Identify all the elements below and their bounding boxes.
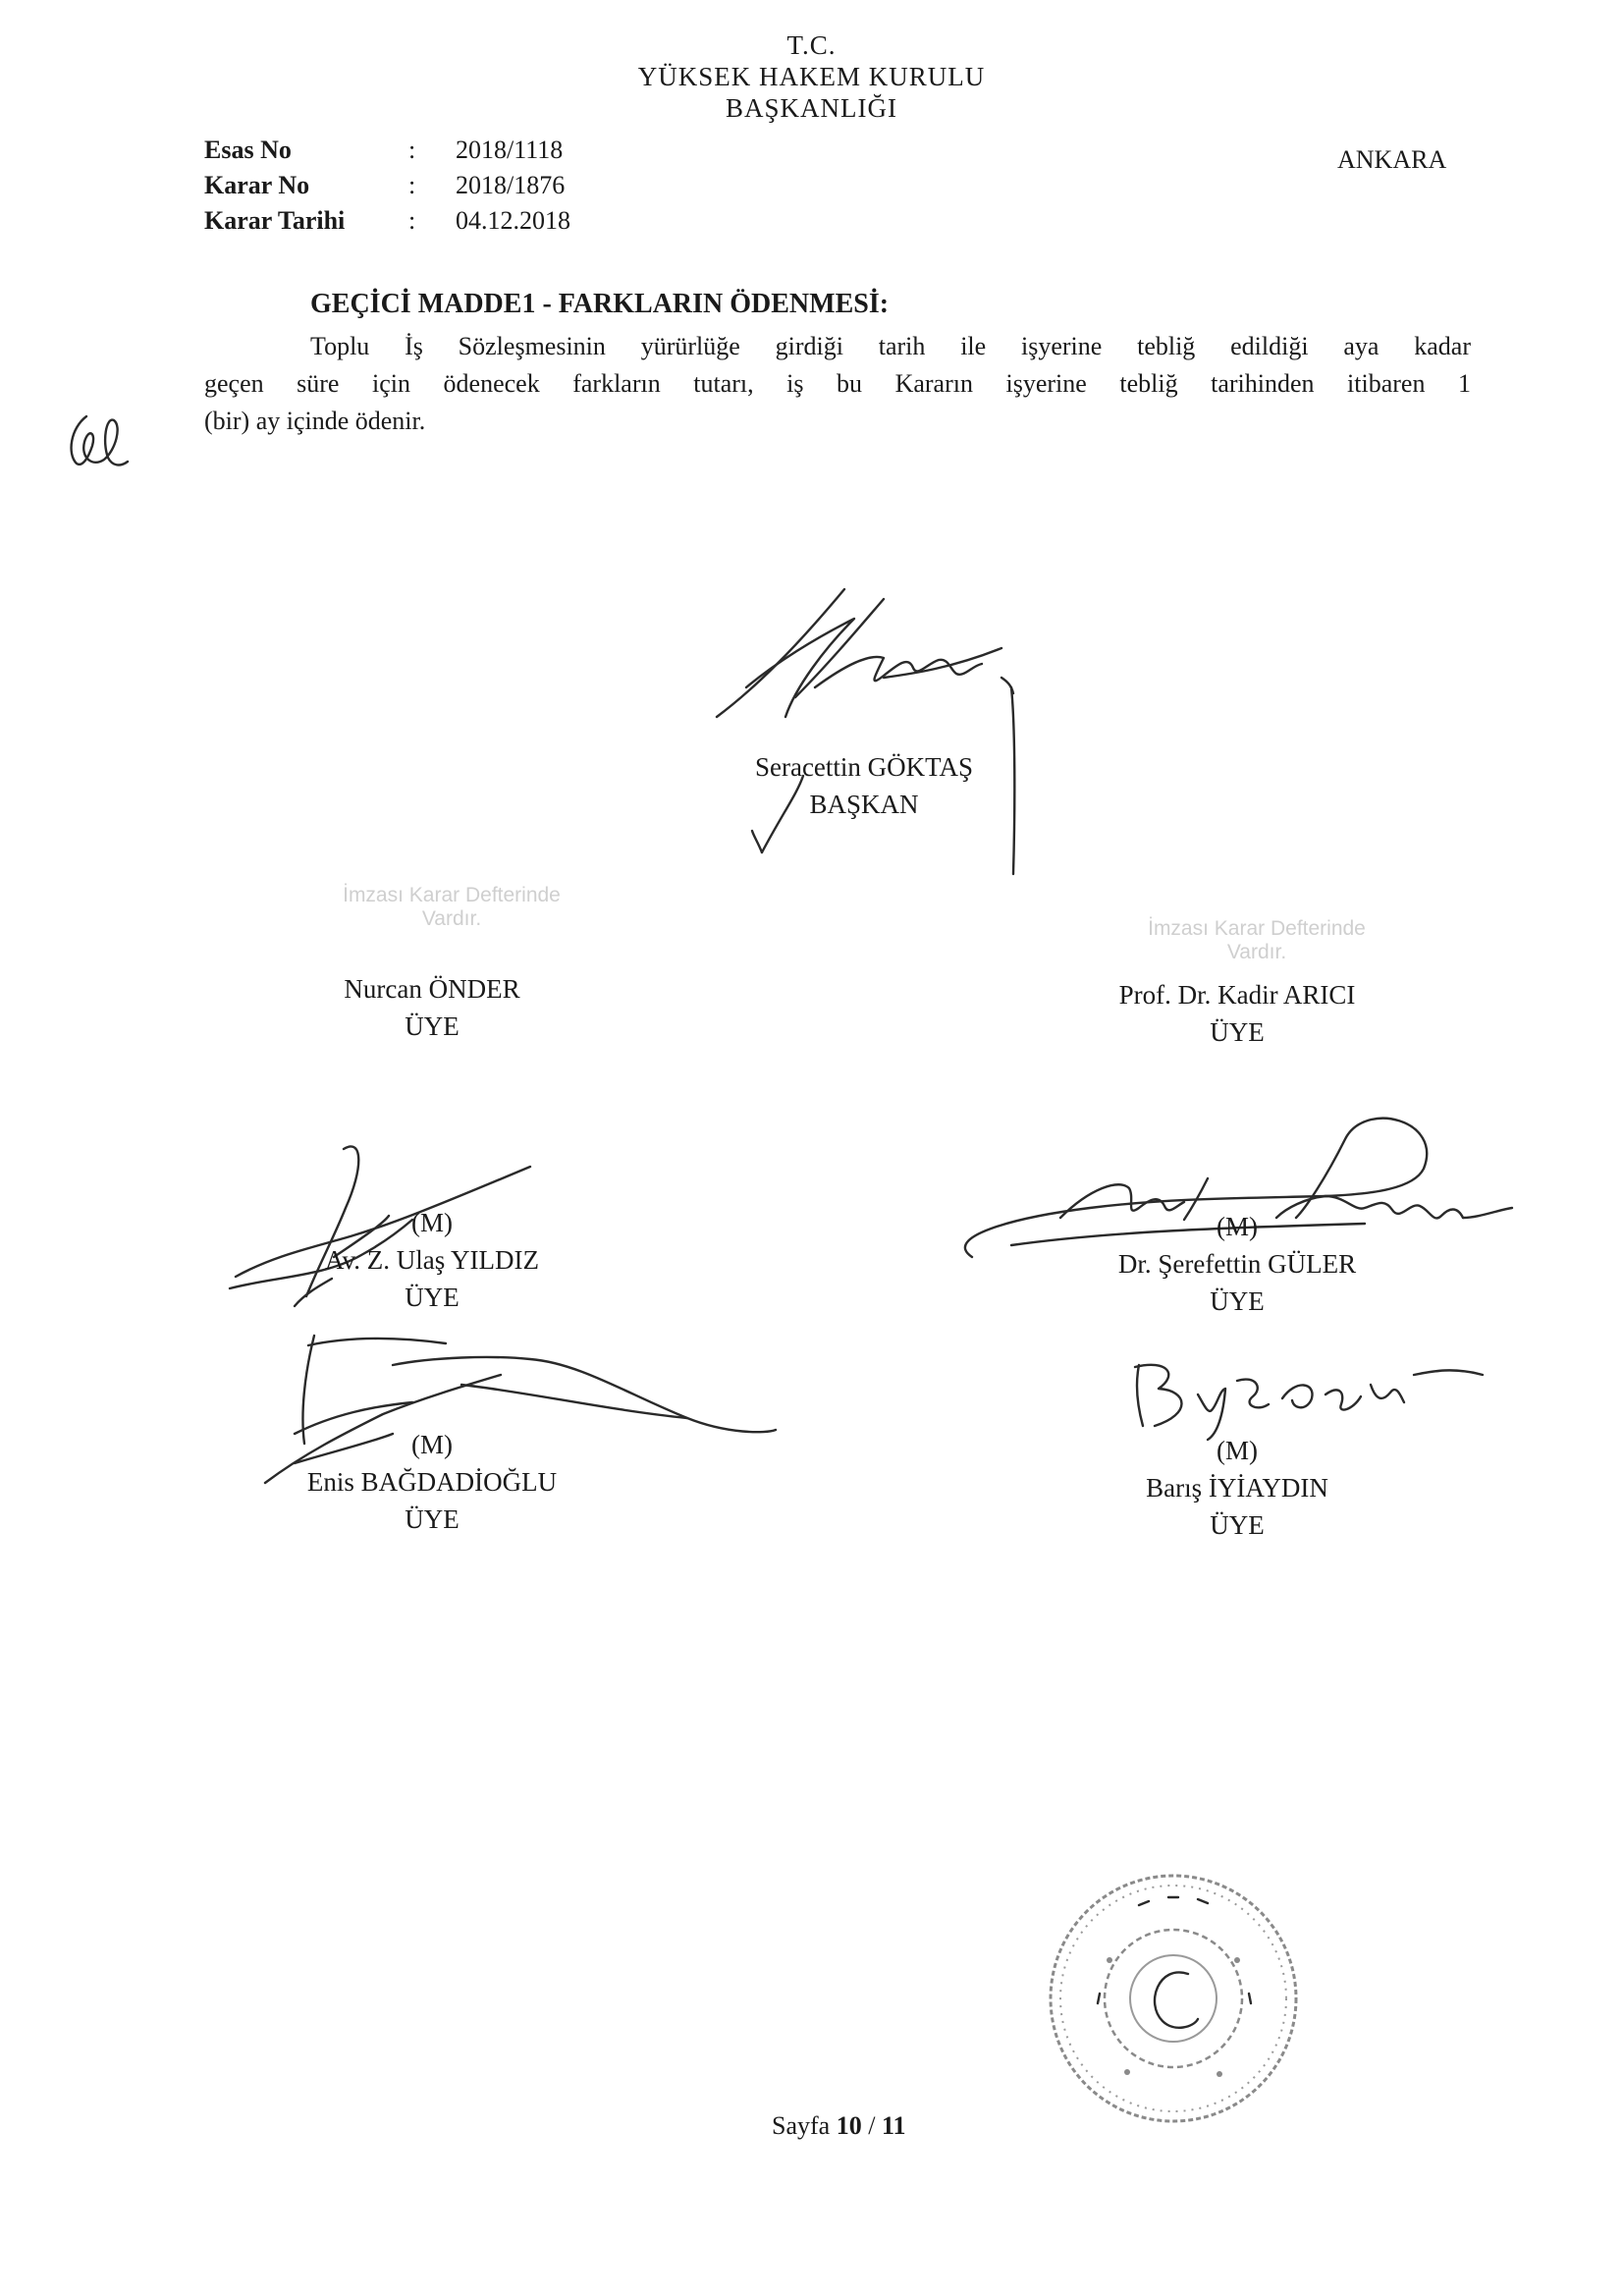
body-line: Toplu İş Sözleşmesinin yürürlüğe girdiği tarih ile işyerine tebliğ edildiği aya kadar [310,332,1471,360]
member3-name: Av. Z. Ulaş YILDIZ [325,1245,539,1275]
official-seal-icon [1041,1866,1306,2131]
member3-role: ÜYE [405,1283,460,1312]
member1-role: ÜYE [405,1011,460,1041]
member5-name: Enis BAĞDADİOĞLU [306,1467,558,1497]
member5-role: ÜYE [405,1504,460,1534]
president-signature-icon [687,579,1041,894]
member2-role: ÜYE [1210,1017,1265,1047]
page-prefix: Sayfa [772,2111,837,2140]
member1-name: Nurcan ÖNDER [344,974,520,1004]
president-name: Seracettin GÖKTAŞ [754,752,974,782]
page-current: 10 [836,2111,862,2140]
president-block [687,748,1041,823]
member5-block [265,1426,599,1538]
meta-row-karar [204,171,617,206]
body-line: (bir) ay içinde ödenir. [204,407,426,435]
meta-separator: : [408,206,416,235]
case-meta [204,136,617,242]
city-label: ANKARA [1337,145,1447,174]
member6-name: Barış İYİAYDIN [1146,1473,1328,1503]
member4-name: Dr. Şerefettin GÜLER [1117,1249,1357,1279]
member4-role: ÜYE [1210,1286,1265,1316]
member2-block [1070,976,1404,1051]
meta-label: Esas No [204,136,292,164]
president-role: BAŞKAN [809,790,919,819]
meta-row-tarih [204,206,617,242]
member2-name: Prof. Dr. Kadir ARICI [1118,980,1356,1010]
meta-separator: : [408,136,416,164]
member3-mark: (M) [411,1208,453,1237]
member1-block [265,970,599,1045]
member6-mark: (M) [1217,1436,1258,1465]
doc-header [0,29,1623,124]
meta-label: Karar Tarihi [204,206,346,235]
stamp-note-line: Vardır. [421,907,482,930]
section-title: GEÇİCİ MADDE1 - FARKLARIN ÖDENMESİ: [310,289,890,319]
header-line-institution: YÜKSEK HAKEM KURULU [637,62,986,91]
meta-value: 04.12.2018 [456,206,570,235]
page-total: 11 [881,2111,906,2140]
member6-signature-icon [1109,1336,1522,1444]
page-sep: / [861,2111,882,2140]
stamp-note-line: İmzası Karar Defterinde [343,884,561,906]
member3-block [265,1204,599,1316]
member4-block [1070,1208,1404,1320]
member2-stamp-note [1090,917,1424,964]
header-line-department: BAŞKANLIĞI [726,93,897,123]
member4-mark: (M) [1217,1212,1258,1241]
margin-initials-icon [59,403,147,481]
member6-role: ÜYE [1210,1510,1265,1540]
member5-mark: (M) [411,1430,453,1459]
header-line-tc: T.C. [786,30,837,60]
stamp-note-line: Vardır. [1226,941,1287,963]
body-line: geçen süre için ödenecek farkların tutarı, iş bu Kararın işyerine tebliğ tarihinden itibaren 1 [204,369,1471,398]
meta-separator: : [408,171,416,199]
stamp-note-line: İmzası Karar Defterinde [1148,917,1366,940]
meta-value: 2018/1876 [456,171,566,199]
page-number [772,2111,906,2141]
meta-value: 2018/1118 [456,136,564,164]
member6-block [1070,1432,1404,1544]
meta-label: Karar No [204,171,310,199]
section-body [204,328,1471,440]
member1-stamp-note [265,884,638,931]
meta-row-esas [204,136,617,171]
